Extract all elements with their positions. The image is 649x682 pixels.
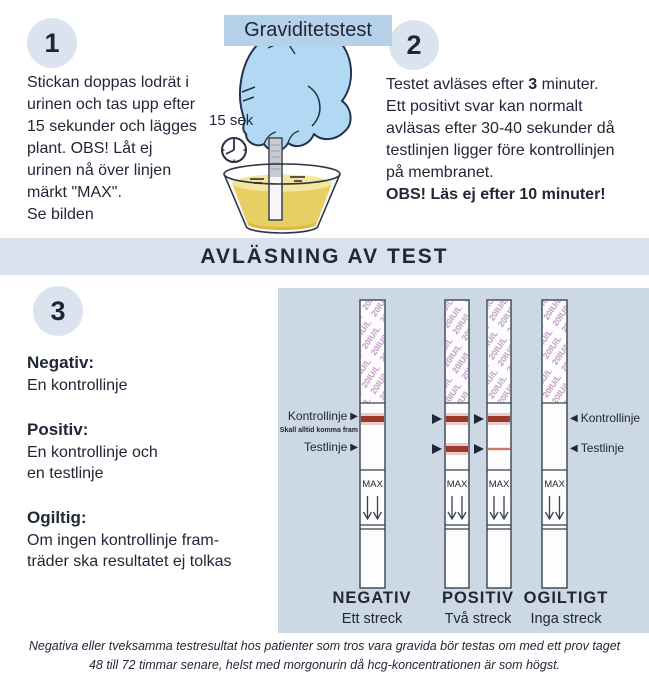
test-strip-positiv-strong bbox=[432, 300, 469, 588]
text-line: urinen och tas upp efter bbox=[27, 96, 196, 113]
step-1-badge bbox=[27, 18, 77, 68]
text-line: plant. OBS! Låt ej bbox=[27, 140, 153, 157]
max-label: MAX bbox=[446, 479, 468, 490]
step-1-text bbox=[27, 72, 197, 226]
text-line: En kontrollinje och bbox=[27, 444, 158, 461]
control-line bbox=[361, 416, 384, 422]
test-strip-positiv-faint bbox=[474, 300, 511, 588]
max-label: MAX bbox=[488, 479, 510, 490]
text-line: 15 sekunder och lägges bbox=[27, 118, 197, 135]
text-line: märkt "MAX". bbox=[27, 184, 122, 201]
text-line: Stickan doppas lodrät i bbox=[27, 74, 189, 91]
control-line-sublabel: Skall alltid komma fram bbox=[279, 427, 358, 434]
text-line: Testet avläses efter 3 minuter. bbox=[386, 76, 599, 93]
max-label: MAX bbox=[362, 479, 383, 490]
result-definition bbox=[27, 419, 232, 484]
section-banner: AVLÄSNING AV TEST bbox=[0, 238, 649, 275]
control-line bbox=[446, 416, 468, 422]
test-strip-negativ bbox=[360, 300, 385, 588]
result-label: POSITIV bbox=[441, 589, 515, 607]
text-line: träder ska resultatet ej tolkas bbox=[27, 553, 232, 570]
gloved-hand-icon bbox=[240, 28, 351, 151]
result-definition bbox=[27, 507, 232, 572]
text-line: testlinjen ligger före kontrollinjen bbox=[386, 142, 615, 159]
result-heading: Negativ: bbox=[27, 353, 95, 372]
text-line: på membranet. bbox=[386, 164, 494, 181]
max-label: MAX bbox=[544, 479, 565, 490]
step-3-text bbox=[27, 352, 232, 595]
text-line: urinen nå över linjen bbox=[27, 162, 172, 179]
step-2-number: 2 bbox=[406, 30, 422, 60]
pointer-right-icon bbox=[474, 414, 484, 424]
text-line: Om ingen kontrollinje fram- bbox=[27, 532, 220, 549]
pointer-right-icon: ▶ bbox=[350, 442, 358, 453]
pointer-right-icon bbox=[432, 444, 442, 454]
test-line bbox=[446, 446, 468, 452]
text-line: Se bilden bbox=[27, 206, 94, 223]
dipping-illustration bbox=[190, 26, 360, 236]
text-line: En kontrollinje bbox=[27, 377, 128, 394]
results-panel bbox=[278, 288, 649, 633]
pointer-left-icon: ◀ bbox=[570, 443, 578, 454]
strip-pattern bbox=[543, 301, 566, 403]
clock-icon bbox=[222, 138, 246, 162]
control-line bbox=[488, 416, 510, 422]
timer-label: 15 sek bbox=[209, 112, 254, 129]
test-line-label-left: Testlinje ▶ bbox=[303, 440, 358, 454]
test-strip-ogiltig bbox=[542, 300, 567, 588]
step-2-badge bbox=[389, 20, 439, 70]
text-line: Ett positivt svar kan normalt bbox=[386, 98, 583, 115]
strip-pattern bbox=[361, 301, 384, 403]
result-ogiltigt bbox=[501, 589, 631, 627]
text-line: avläsas efter 30-40 sekunder då bbox=[386, 120, 615, 137]
page-title: Graviditetstest bbox=[224, 15, 392, 46]
pointer-left-icon: ◀ bbox=[570, 413, 578, 424]
strip-pattern bbox=[446, 301, 468, 403]
pointer-right-icon: ▶ bbox=[350, 411, 358, 422]
pointer-right-icon bbox=[432, 414, 442, 424]
result-sublabel: Två streck bbox=[444, 611, 512, 627]
result-definition bbox=[27, 352, 232, 396]
pointer-right-icon bbox=[474, 444, 484, 454]
result-sublabel: Ett streck bbox=[341, 611, 403, 627]
result-label: OGILTIGT bbox=[523, 589, 609, 607]
strip-pattern bbox=[488, 301, 510, 403]
footnote-line: 48 till 72 timmar senare, helst med morgonurin då hcg-koncentrationen är som högst. bbox=[88, 658, 561, 672]
test-strips-graphic bbox=[278, 288, 649, 633]
result-sublabel: Inga streck bbox=[530, 611, 602, 627]
result-heading: Positiv: bbox=[27, 420, 89, 439]
step-1-number: 1 bbox=[44, 28, 60, 58]
control-line-label-left: Kontrollinje ▶ Skall alltid komma fram bbox=[280, 410, 358, 437]
test-stick bbox=[269, 138, 282, 220]
control-line-label-right: ◀ Kontrollinje bbox=[570, 411, 641, 425]
text-line: OBS! Läs ej efter 10 minuter! bbox=[386, 186, 606, 203]
step-3-number: 3 bbox=[50, 296, 66, 326]
result-heading: Ogiltig: bbox=[27, 508, 87, 527]
footnote-line: Negativa eller tveksamma testresultat hos patienter som tros vara gravida bör testas om med ett prov taget bbox=[28, 639, 621, 653]
result-label: NEGATIV bbox=[332, 589, 412, 607]
footnote bbox=[0, 637, 649, 675]
step-2-text bbox=[386, 74, 615, 206]
step-3-badge bbox=[33, 286, 83, 336]
test-line-label-right: ◀ Testlinje bbox=[570, 441, 625, 455]
text-line: en testlinje bbox=[27, 465, 104, 482]
test-line-faint bbox=[488, 448, 510, 450]
